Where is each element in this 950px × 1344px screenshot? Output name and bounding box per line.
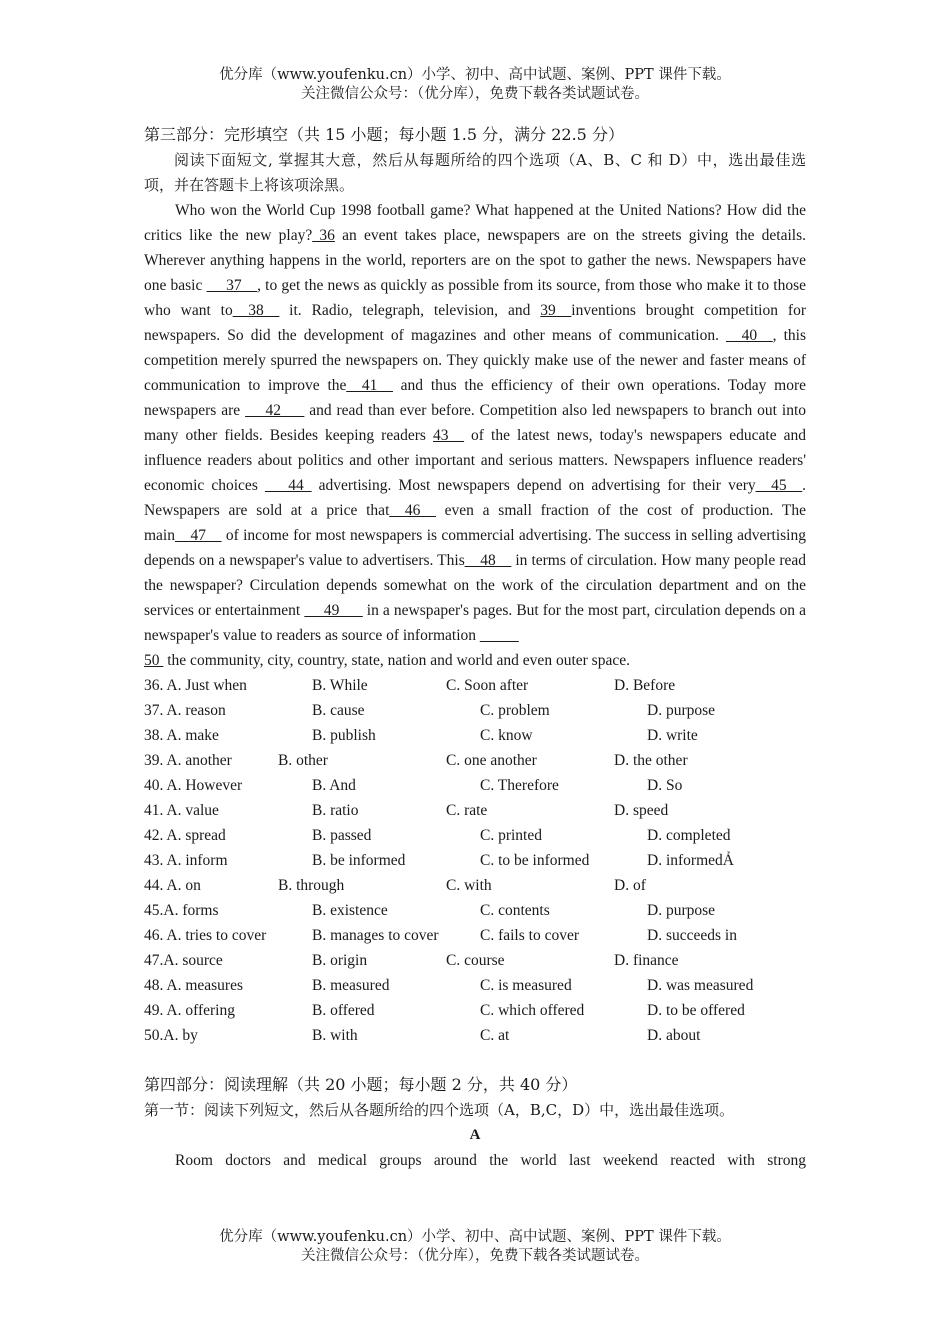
passage-label: A bbox=[469, 1127, 481, 1143]
option-row-42 bbox=[144, 823, 806, 848]
option-c: C. problem bbox=[480, 702, 550, 719]
option-row-50 bbox=[144, 1023, 806, 1048]
option-row-39 bbox=[144, 748, 806, 773]
header-line-2: 关注微信公众号：（优分库），免费下载各类试题试卷。 bbox=[301, 86, 649, 102]
header-line-1: 优分库（www.youfenku.cn）小学、初中、高中试题、案例、PPT 课件下载。 bbox=[219, 67, 731, 83]
page-content bbox=[144, 122, 806, 1173]
option-row-48 bbox=[144, 973, 806, 998]
blank-40: __40__ bbox=[726, 327, 773, 344]
option-d: D. completed bbox=[647, 827, 731, 844]
option-b: B. with bbox=[312, 1027, 358, 1044]
option-a: 41. A. value bbox=[144, 802, 219, 819]
option-row-43 bbox=[144, 848, 806, 873]
option-b: B. other bbox=[278, 752, 328, 769]
blank-45: __45__ bbox=[755, 477, 803, 494]
option-row-44 bbox=[144, 873, 806, 898]
option-a: 45.A. forms bbox=[144, 902, 219, 919]
option-a: 38. A. make bbox=[144, 727, 219, 744]
passage-text: Who won the World Cup 1998 football game? What happened at the United Nations? How did the critics like the new play? bbox=[144, 202, 806, 244]
option-a: 46. A. tries to cover bbox=[144, 927, 267, 944]
option-row-36 bbox=[144, 673, 806, 698]
blank-48: __48__ bbox=[464, 552, 512, 569]
option-d: D. of bbox=[614, 877, 646, 894]
passage-text: it. Radio, telegraph, television, and bbox=[279, 302, 541, 319]
passage-text: . Newspapers are sold at a price that bbox=[144, 477, 806, 519]
option-b: B. passed bbox=[312, 827, 372, 844]
option-c: C. which offered bbox=[480, 1002, 585, 1019]
option-row-49 bbox=[144, 998, 806, 1023]
option-c: C. with bbox=[446, 877, 492, 894]
option-d: D. purpose bbox=[647, 902, 716, 919]
option-a: 36. A. Just when bbox=[144, 677, 247, 694]
option-c: C. one another bbox=[446, 752, 537, 769]
passage-text: an event takes place, newspapers are on the streets giving the details. Wherever anything happens in the world, reporters are on the spot to gather the news. Newspapers have one basic bbox=[144, 227, 806, 294]
option-b: B. cause bbox=[312, 702, 365, 719]
option-a: 49. A. offering bbox=[144, 1002, 235, 1019]
passage-text: of the latest news, today's newspapers educate and influence readers about politics and other important and serious matters. Newspapers influence readers' economic choices bbox=[144, 427, 807, 494]
part4-title: 第四部分：阅读理解（共 20 小题；每小题 2 分，共 40 分） bbox=[144, 1075, 578, 1094]
option-row-46 bbox=[144, 923, 806, 948]
blank-41: __41__ bbox=[346, 377, 393, 394]
option-d: D. purpose bbox=[647, 702, 716, 719]
blank-39: 39__ bbox=[540, 302, 572, 319]
cloze-passage bbox=[144, 198, 806, 673]
option-a: 44. A. on bbox=[144, 877, 201, 894]
passage-text: of income for most newspapers is commercial advertising. The success in selling advertising depends on a newspaper's value to advertisers. This bbox=[144, 527, 806, 569]
option-b: B. offered bbox=[312, 1002, 375, 1019]
blank-44: ___44_ bbox=[264, 477, 312, 494]
option-d: D. write bbox=[647, 727, 698, 744]
blank-38: __38__ bbox=[232, 302, 280, 319]
option-d: D. So bbox=[647, 777, 683, 794]
option-d: D. to be offered bbox=[647, 1002, 745, 1019]
option-c: C. printed bbox=[480, 827, 542, 844]
passage-text: in terms of circulation. How many people read the newspaper? Circulation depends somewhat on the work of the circulation department and on the services or entertainment bbox=[144, 552, 806, 619]
passage-text: in a newspaper's pages. But for the most part, circulation depends on a newspaper's value to readers as source of information bbox=[144, 602, 807, 644]
option-a: 48. A. measures bbox=[144, 977, 244, 994]
blank-50: 50 bbox=[144, 652, 164, 669]
option-b: B. origin bbox=[312, 952, 368, 969]
option-b: B. publish bbox=[312, 727, 376, 744]
option-d: D. the other bbox=[614, 752, 688, 769]
blank-37: __37__ bbox=[206, 277, 258, 294]
blank-43: 43__ bbox=[432, 427, 464, 444]
option-c: C. Soon after bbox=[446, 677, 529, 694]
option-c: C. at bbox=[480, 1027, 510, 1044]
option-c: C. rate bbox=[446, 802, 488, 819]
option-b: B. manages to cover bbox=[312, 927, 439, 944]
option-a: 42. A. spread bbox=[144, 827, 226, 844]
passage-text: even a small fraction of the cost of production. The main bbox=[144, 502, 806, 544]
option-b: B. be informed bbox=[312, 852, 406, 869]
passage-text: , this competition merely spurred the newspapers on. They quickly make use of the newer and faster means of communication to improve the bbox=[144, 327, 806, 394]
option-row-47 bbox=[144, 948, 806, 973]
option-c: C. course bbox=[446, 952, 505, 969]
option-row-38 bbox=[144, 723, 806, 748]
blank-49: __49___ bbox=[304, 602, 363, 619]
blank-50-line: _____ bbox=[479, 627, 519, 644]
passage-text: advertising. Most newspapers depend on advertising for their very bbox=[311, 477, 756, 494]
option-d: D. was measured bbox=[647, 977, 754, 994]
blank-46: __46__ bbox=[389, 502, 436, 519]
option-d: D. informedẢ bbox=[647, 852, 734, 869]
option-a: 47.A. source bbox=[144, 952, 223, 969]
page-footer bbox=[0, 1228, 950, 1266]
page-header bbox=[0, 66, 950, 104]
blank-47: __47__ bbox=[175, 527, 222, 544]
option-b: B. ratio bbox=[312, 802, 359, 819]
option-c: C. fails to cover bbox=[480, 927, 580, 944]
reading-passage-first-line: Room doctors and medical groups around the world last weekend reacted with strong bbox=[175, 1152, 806, 1169]
blank-42: __42___ bbox=[245, 402, 305, 419]
footer-line-2: 关注微信公众号：（优分库），免费下载各类试题试卷。 bbox=[301, 1248, 649, 1264]
option-b: B. While bbox=[312, 677, 368, 694]
option-a: 40. A. However bbox=[144, 777, 243, 794]
option-b: B. measured bbox=[312, 977, 390, 994]
footer-line-1: 优分库（www.youfenku.cn）小学、初中、高中试题、案例、PPT 课件下载。 bbox=[219, 1229, 731, 1245]
option-d: D. Before bbox=[614, 677, 676, 694]
option-d: D. speed bbox=[614, 802, 669, 819]
option-d: D. succeeds in bbox=[647, 927, 737, 944]
option-row-41 bbox=[144, 798, 806, 823]
option-c: C. to be informed bbox=[480, 852, 590, 869]
option-a: 37. A. reason bbox=[144, 702, 226, 719]
passage-text: the community, city, country, state, nation and world and even outer space. bbox=[163, 652, 630, 669]
option-b: B. existence bbox=[312, 902, 388, 919]
option-row-37 bbox=[144, 698, 806, 723]
option-c: C. know bbox=[480, 727, 533, 744]
option-row-40 bbox=[144, 773, 806, 798]
option-c: C. is measured bbox=[480, 977, 572, 994]
option-c: C. Therefore bbox=[480, 777, 559, 794]
passage-text: and read than ever before. Competition also led newspapers to branch out into many other fields. Besides keeping readers bbox=[144, 402, 806, 444]
options-list bbox=[144, 673, 806, 1048]
passage-text: inventions brought competition for newspapers. So did the development of magazines and other means of communication. bbox=[144, 302, 806, 344]
option-c: C. contents bbox=[480, 902, 550, 919]
option-d: D. about bbox=[647, 1027, 701, 1044]
option-row-45 bbox=[144, 898, 806, 923]
option-b: B. And bbox=[312, 777, 356, 794]
passage-text: and thus the efficiency of their own operations. Today more newspapers are bbox=[144, 377, 806, 419]
option-a: 50.A. by bbox=[144, 1027, 198, 1044]
option-a: 43. A. inform bbox=[144, 852, 228, 869]
option-b: B. through bbox=[278, 877, 345, 894]
part3-instruction: 阅读下面短文, 掌握其大意，然后从每题所给的四个选项（A、B、C 和 D）中，选出最佳选项，并在答题卡上将该项涂黑。 bbox=[144, 151, 806, 194]
part4-section1-instruction: 第一节：阅读下列短文，然后从各题所给的四个选项（A，B,C，D）中，选出最佳选项。 bbox=[144, 1101, 735, 1119]
option-a: 39. A. another bbox=[144, 752, 232, 769]
part3-title: 第三部分：完形填空（共 15 小题；每小题 1.5 分，满分 22.5 分） bbox=[144, 125, 624, 144]
option-d: D. finance bbox=[614, 952, 679, 969]
passage-text: , to get the news as quickly as possible from its source, from those who make it to those who want to bbox=[144, 277, 806, 319]
blank-36: 36 bbox=[312, 227, 335, 244]
